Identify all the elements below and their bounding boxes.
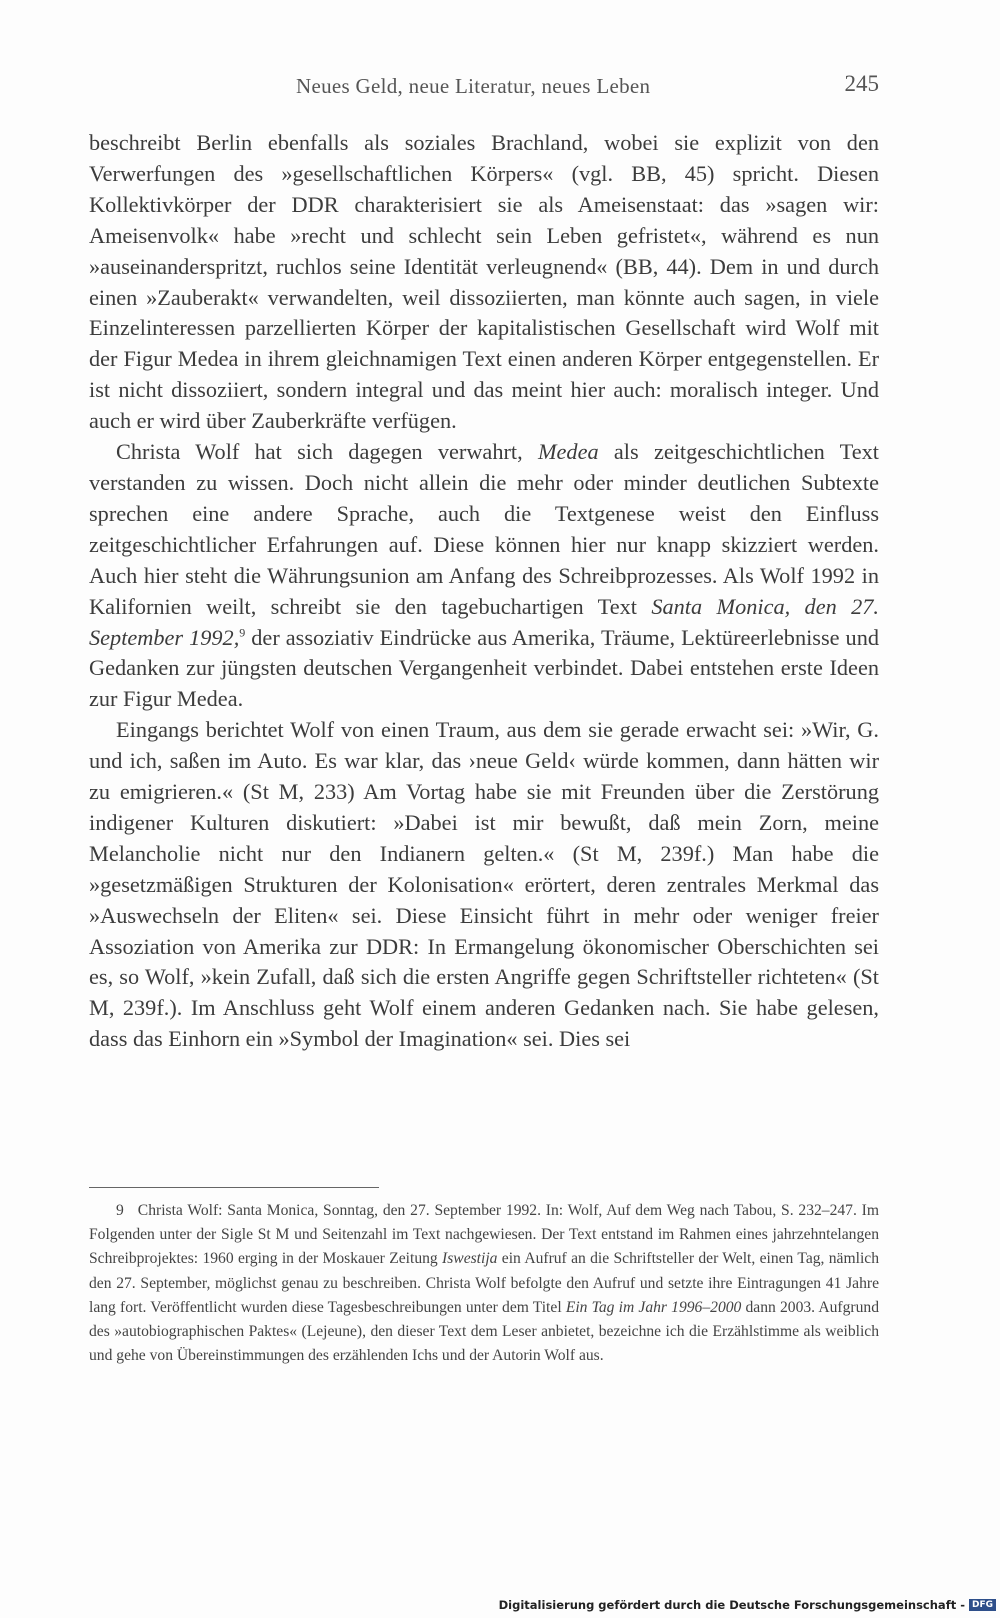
page-number: 245: [844, 71, 879, 96]
footnote-text-c: dann 2003. Aufgrund des »autobiographischen Paktes« (Lejeune), den dieser Text dem Leser anbietet, bezeichne ich die Erzählstimme als weiblich und gehe von Übereinstimmungen des erzählenden Ichs und der Autorin Wolf aus.: [89, 1298, 880, 1365]
running-title: Neues Geld, neue Literatur, neues Leben: [296, 74, 651, 98]
footnote-text-b: ein Aufruf an die Schriftsteller der Welt, einen Tag, nämlich den 27. September, möglichst genau zu beschreiben. Christa Wolf befolgte den Aufruf und setzte ihre Eintragungen 41 Jahre lang fort. Veröffentlicht wurden diese Tagesbeschreibungen unter dem Titel: [89, 1250, 879, 1316]
footnote-9: [89, 1199, 879, 1368]
work-title-medea: Medea: [537, 439, 599, 465]
paragraph-2-text-a: Christa Wolf hat sich dagegen verwahrt,: [116, 439, 538, 465]
paragraph-2: [89, 437, 879, 715]
paragraph-2-text-c: der assoziativ Eindrücke aus Amerika, Träume, Lektüreerlebnisse und Gedanken zur jüngsten deutschen Vergangenheit verbindet. Dabei entstehen erste Ideen zur Figur Medea.: [89, 624, 879, 712]
work-title-santa-monica: Santa Monica, den 27. September 1992,: [89, 593, 879, 650]
credit-text: Digitalisierung gefördert durch die Deutsche Forschungsgemeinschaft -: [498, 1598, 965, 1612]
running-header: [89, 71, 879, 104]
paragraph-1: beschreibt Berlin ebenfalls als soziales Brachland, wobei sie explizit von den Verwerfungen des »gesellschaftlichen Körpers« (vgl. BB, 45) spricht. Diesen Kollektivkörper der DDR charakterisiert sie als Ameisenstaat: das »sagen wir: Ameisenvolk« habe »recht und schlecht sein Leben gefristet«, während es nun »auseinanderspritzt, ruchlos seine Identität verleugnend« (BB, 44). Dem in und durch einen »Zauberakt« verwandelten, weil dissoziierten, man könnte auch sagen, in viele Einzelinteressen parzellierten Körper der kapitalistischen Gesellschaft wird Wolf mit der Figur Medea in ihrem gleichnamigen Text einen anderen Körper entgegenstellen. Er ist nicht dissoziiert, sondern integral und das meint hier auch: moralisch integer. Und auch er wird über Zauberkräfte verfügen.: [89, 130, 879, 434]
paragraph-3: Eingangs berichtet Wolf von einen Traum, aus dem sie gerade erwacht sei: »Wir, G. und ich, saßen im Auto. Es war klar, das ›neue Geld‹ würde kommen, dann hätten wir zu emigrieren.« (St M, 233) Am Vortag habe sie mit Freunden über die Zerstörung indigener Kulturen diskutiert: »Dabei ist mir bewußt, daß mein Zorn, meine Melancholie nicht nur den Indianern gelten.« (St M, 239f.) Man habe die »gesetzmäßigen Strukturen der Kolonisation« erörtert, deren zentrales Merkmal das »Auswechseln der Eliten« sei. Diese Einsicht führt in mehr oder weniger freier Assoziation von Amerika zur DDR: In Ermangelung ökonomischer Oberschichten sei es, so Wolf, »kein Zufall, daß sich die ersten Angriffe gegen Schriftsteller richteten« (St M, 239f.). Im Anschluss geht Wolf einem anderen Gedanken nach. Sie habe gelesen, dass das Einhorn ein »Symbol der Imagination« sei. Dies sei: [89, 717, 879, 1052]
footnote-title-iswestija: Iswestija: [442, 1250, 498, 1268]
footnote-reference: 9: [239, 625, 246, 640]
paragraph-2-text-b: als zeitgeschichtlichen Text verstanden zu wissen. Doch nicht allein die mehr oder minder deutlichen Subtexte sprechen eine andere Sprache, auch die Textgenese weist den Einfluss zeitgeschichtlicher Erfahrungen auf. Diese können hier nur knapp skizziert werden. Auch hier steht die Währungsunion am Anfang des Schreibprozesses. Als Wolf 1992 in Kalifornien weilt, schreibt sie den tagebuchartigen Text: [89, 439, 879, 619]
footnote-number: 9: [116, 1202, 124, 1219]
footnote-text-a: Christa Wolf: Santa Monica, Sonntag, den 27. September 1992. In: Wolf, Auf dem Weg nach Tabou, S. 232–247. Im Folgenden unter der Sigle St M und Seitenzahl im Text nachgewiesen. Der Text entstand im Rahmen eines jahrzehntelangen Schreibprojektes: 1960 erging in der Moskauer Zeitung: [89, 1202, 879, 1268]
digitization-credit: [499, 1598, 996, 1612]
dfg-logo-icon: DFG: [969, 1599, 996, 1611]
main-text: [89, 128, 879, 1055]
footnote-separator: [89, 1187, 379, 1188]
footnote-title-ein-tag: Ein Tag im Jahr 1996–2000: [565, 1298, 742, 1316]
